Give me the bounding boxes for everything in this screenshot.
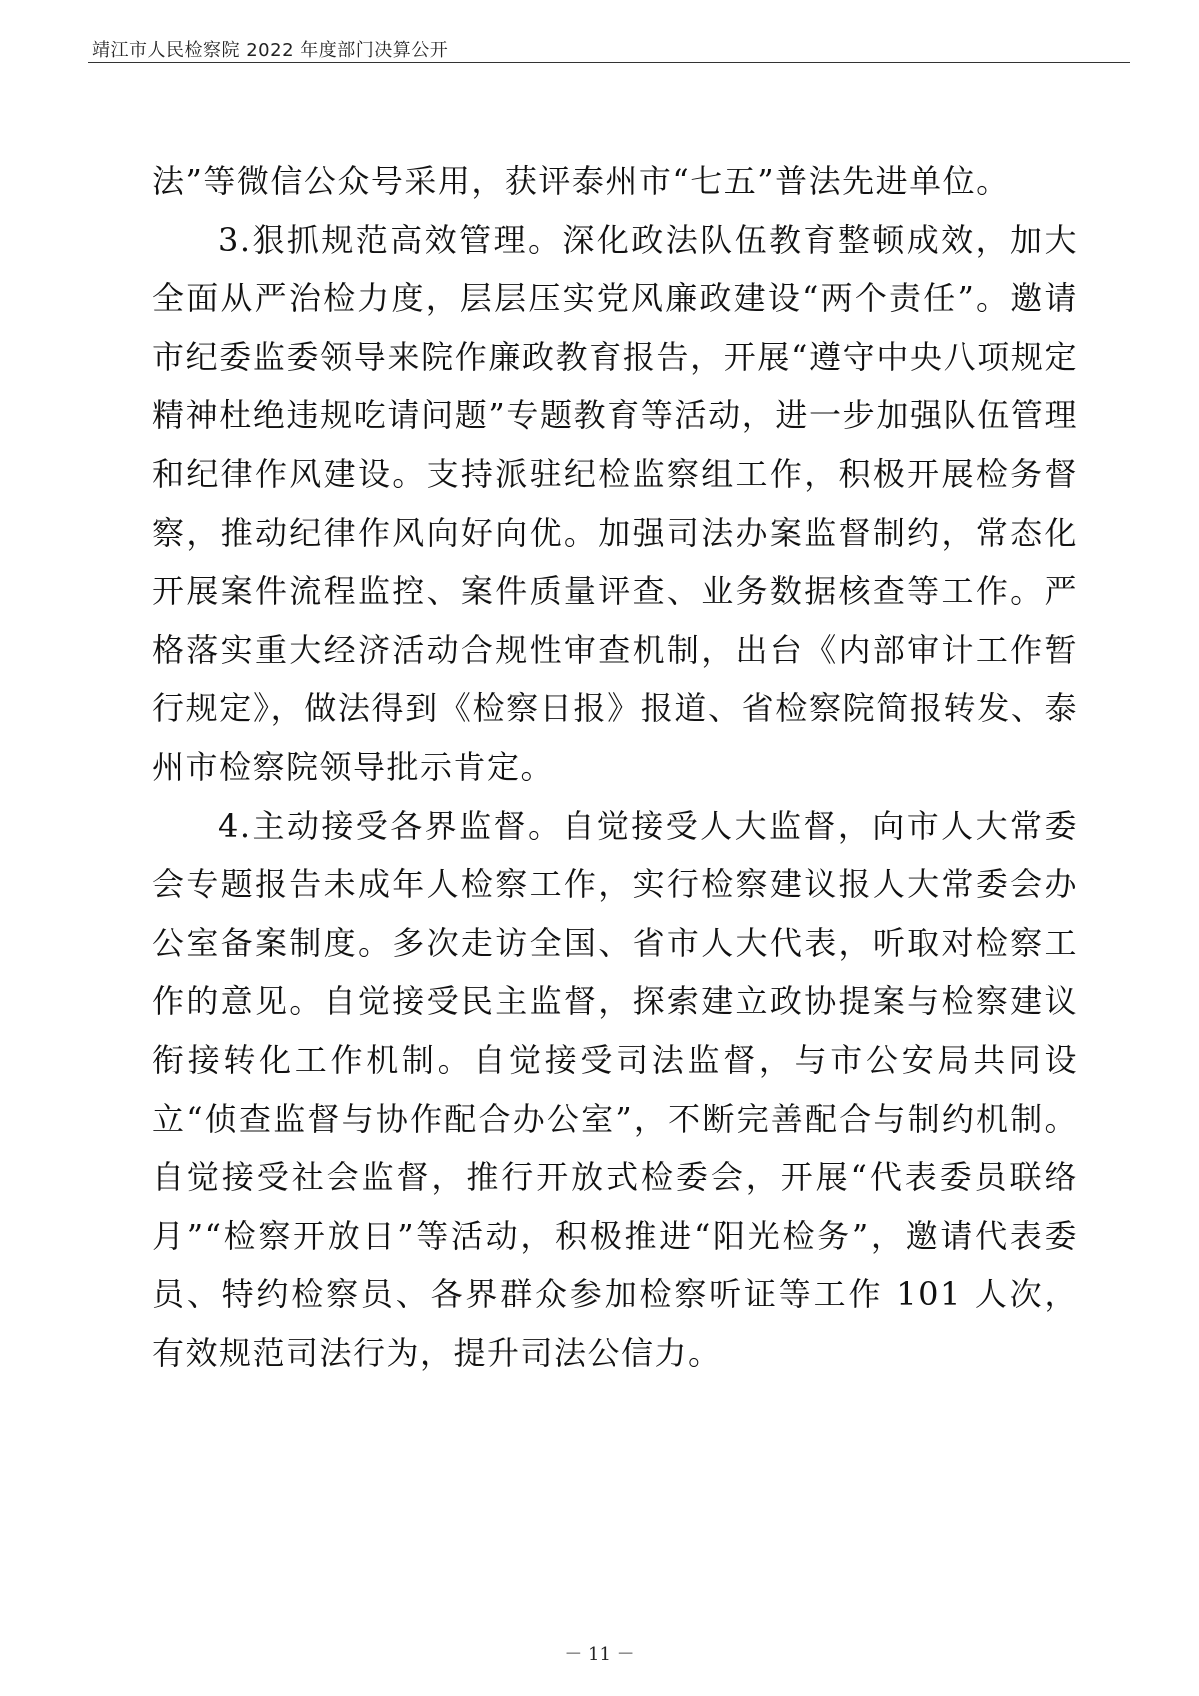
page-number: － 11 － — [564, 1644, 635, 1665]
paragraph-continuation: 法”等微信公众号采用，获评泰州市“七五”普法先进单位。 — [152, 162, 1010, 200]
paragraph-section-3: 3.狠抓规范高效管理。深化政法队伍教育整顿成效，加大全面从严治检力度，层层压实党风廉政建设“两个责任”。邀请市纪委监委领导来院作廉政教育报告，开展“遵守中央八项规定精神杜绝违规吃请问题”专题教育等活动，进一步加强队伍管理和纪律作风建设。支持派驻纪检监察组工作，积极开展检务督察，推动纪律作风向好向优。加强司法办案监督制约，常态化开展案件流程监控、案件质量评查、业务数据核查等工作。严格落实重大经济活动合规性审查机制，出台《内部审计工作暂行规定》，做法得到《检察日报》报道、省检察院简报转发、泰州市检察院领导批示肯定。 — [152, 220, 1078, 786]
paragraph-section-4: 4.主动接受各界监督。自觉接受人大监督，向市人大常委会专题报告未成年人检察工作，实行检察建议报人大常委会办公室备案制度。多次走访全国、省市人大代表，听取对检察工作的意见。自觉接受民主监督，探索建立政协提案与检察建议衔接转化工作机制。自觉接受司法监督，与市公安局共同设立“侦查监督与协作配合办公室”，不断完善配合与制约机制。自觉接受社会监督，推行开放式检委会，开展“代表委员联络月”“检察开放日”等活动，积极推进“阳光检务”，邀请代表委员、特约检察员、各界群众参加检察听证等工作 101 人次，有效规范司法行为，提升司法公信力。 — [152, 806, 1078, 1372]
document-body — [152, 152, 1078, 1382]
page-header-title: 靖江市人民检察院 2022 年度部门决算公开 — [92, 40, 449, 61]
header-divider — [88, 62, 1130, 63]
